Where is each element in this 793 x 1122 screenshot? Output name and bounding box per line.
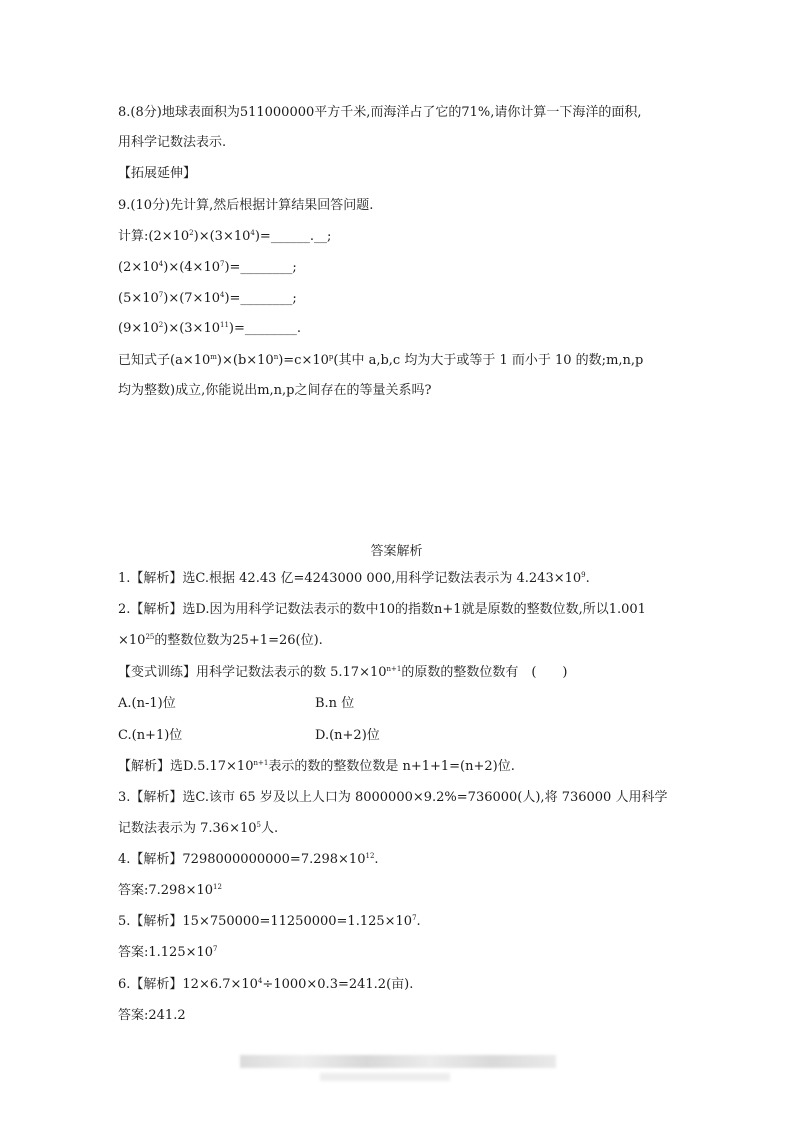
answer-5: 5.【解析】$15\times 750000=11250000=1.125\times 10^7$. bbox=[118, 914, 421, 929]
q9-calc3: $(5\times 10^7)\times(7\times 10^4)=\_\_\_\_\_\_\_\_$; bbox=[118, 291, 297, 306]
blurred-footer-watermark-sub bbox=[320, 1073, 450, 1081]
section-extend-heading: 【拓展延伸】 bbox=[118, 166, 197, 181]
q9-known-line1: 已知式子$(a\times 10^m)\times(b\times 10^n)=c\times 10^p$(其中 a,b,c 均为大于或等于 1 而小于 10 的数;m,n,p bbox=[118, 353, 644, 368]
variant-answer: 【解析】选$D.5.17\times 10^{n+1}$表示的数的整数位数是 n+1+1=(n+2)位. bbox=[118, 759, 515, 774]
option-b: B.n 位 bbox=[315, 696, 355, 711]
answer-4: 4.【解析】$7298000000000=7.298\times 10^{12}$. bbox=[118, 852, 379, 867]
q9-known-line2: 均为整数)成立,你能说出m,n,p之间存在的等量关系吗? bbox=[118, 383, 432, 398]
answer-2-line1: 2.【解析】选D.因为用科学记数法表示的数中10的指数n+1就是原数的整数位数,所以1.001 bbox=[118, 602, 646, 617]
q9-calc2: $(2\times 10^4)\times(4\times 10^7)=\_\_\_\_\_\_\_\_$; bbox=[118, 260, 297, 275]
option-a: A.(n-1)位 bbox=[118, 696, 176, 711]
answer-2-line2: $\times 10^{25}$的整数位数为25+1=26(位). bbox=[118, 633, 323, 648]
answer-5-result: 答案$:1.125\times 10^7$ bbox=[118, 945, 218, 960]
answer-3-line1: 3.【解析】选C.该市 65 岁及以上人口为 8000000×9.2%=736000(人),将 736000 人用科学 bbox=[118, 790, 668, 805]
q8-line1: 8.(8分)地球表面积为511000000平方千米,而海洋占了它的71%,请你计算一下海洋的面积, bbox=[118, 105, 642, 120]
variant-question: 【变式训练】用科学记数法表示的数 $5.17\times 10^{n+1}$的原数的整数位数有 ( ) bbox=[118, 665, 568, 680]
answer-1: 1.【解析】选C.根据 42.43 亿=4243000 000,用科学记数法表示为 $4.243\times 10^9$. bbox=[118, 571, 590, 586]
q9-intro: 9.(10分)先计算,然后根据计算结果回答问题. bbox=[118, 198, 374, 213]
answer-4-result: 答案$:7.298\times 10^{12}$ bbox=[118, 883, 222, 898]
answer-3-line2: 记数法表示为 $7.36\times 10^5$人. bbox=[118, 821, 279, 836]
blurred-footer-watermark bbox=[240, 1055, 556, 1068]
option-c: C.(n+1)位 bbox=[118, 728, 183, 743]
answers-title: 答案解析 bbox=[370, 544, 423, 559]
q9-calc1: 计算$:(2\times 10^2)\times(3\times 10^4)=\_\_\_\_\_\_.\_\_$; bbox=[118, 229, 332, 244]
q8-line2: 用科学记数法表示. bbox=[118, 135, 227, 150]
answer-6-result: 答案:241.2 bbox=[118, 1008, 186, 1023]
answer-6: 6.【解析】$12\times 6.7\times 10^4\div 1000\times 0.3=241.2$(亩). bbox=[118, 977, 414, 992]
option-d: D.(n+2)位 bbox=[315, 728, 380, 743]
q9-calc4: $(9\times 10^2)\times(3\times 10^{11})=\_\_\_\_\_\_\_\_$. bbox=[118, 321, 302, 336]
